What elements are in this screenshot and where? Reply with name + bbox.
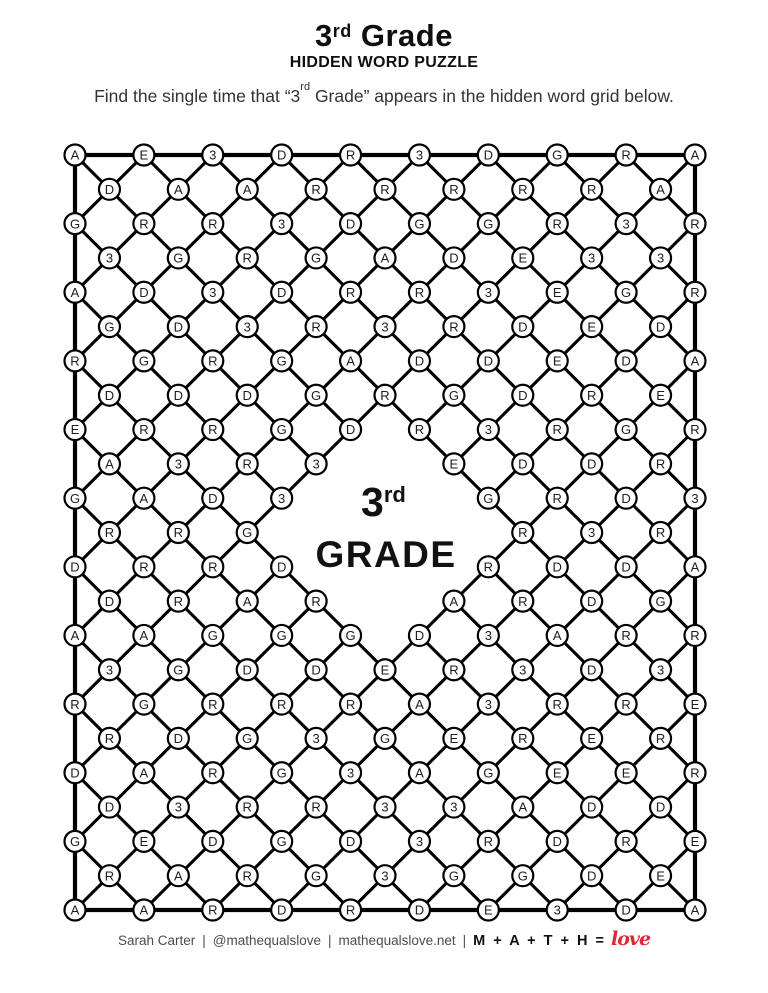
grid-cell-letter: R	[208, 216, 218, 232]
grid-cell-letter: 3	[312, 731, 320, 747]
grid-cell-letter: R	[208, 559, 218, 575]
grid-cell-letter: R	[414, 422, 425, 438]
footer-website: mathequalslove.net	[338, 933, 456, 948]
grid-cell-letter: D	[621, 902, 631, 918]
grid-cell-letter: 3	[174, 799, 182, 815]
grid-cell-letter: E	[690, 834, 700, 850]
grid-cell-letter: R	[552, 696, 562, 712]
grid-cell-letter: E	[552, 765, 562, 781]
grid-cell-letter: R	[414, 284, 425, 300]
grid-cell-letter: D	[518, 387, 528, 403]
grid-cell-letter: D	[345, 422, 356, 438]
grid-cell-letter: G	[276, 765, 287, 781]
grid-cell-letter: D	[621, 353, 631, 369]
grid-cell-letter: A	[105, 456, 114, 472]
grid-cell-letter: G	[621, 284, 632, 300]
grid-cell-letter: A	[449, 593, 459, 609]
grid-cell-letter: D	[518, 456, 528, 472]
grid-cell-letter: G	[517, 868, 528, 884]
grid-cell-letter: R	[621, 696, 631, 712]
grid-cell-letter: E	[552, 353, 562, 369]
grid-cell-letter: R	[655, 456, 666, 472]
grid-cell-letter: D	[173, 387, 184, 403]
grid-cell-letter: E	[70, 422, 80, 438]
grid-cell-letter: G	[311, 387, 322, 403]
title-word: Grade	[351, 18, 453, 53]
grid-cell-letter: A	[70, 147, 80, 163]
grid-cell-letter: R	[208, 422, 218, 438]
grid-cell-letter: D	[586, 799, 597, 815]
grid-cell-letter: E	[587, 731, 597, 747]
grid-cell-letter: R	[311, 319, 321, 335]
footer-separator: |	[328, 933, 332, 948]
grid-cell-letter: R	[242, 799, 252, 815]
grid-cell-letter: D	[104, 593, 115, 609]
grid-cell-letter: R	[345, 284, 356, 300]
grid-cell-letter: D	[276, 559, 287, 575]
grid-cell-letter: A	[139, 902, 149, 918]
grid-cell-letter: A	[70, 628, 80, 644]
grid-cell-letter: R	[483, 559, 494, 575]
grid-cell-letter: R	[345, 696, 356, 712]
grid-cell-letter: G	[276, 834, 287, 850]
grid-cell-letter: D	[208, 490, 218, 506]
grid-cell-letter: D	[586, 593, 597, 609]
grid-cell-letter: D	[104, 182, 115, 198]
grid-cell-letter: G	[242, 525, 253, 541]
grid-cell-letter: D	[414, 628, 425, 644]
grid-cell-letter: 3	[105, 662, 114, 678]
grid-cell-letter: G	[104, 319, 115, 335]
grid-cell-letter: D	[414, 902, 425, 918]
grid-cell-letter: A	[518, 799, 528, 815]
footer-math-equation: M + A + T + H =	[473, 933, 607, 949]
grid-cell-letter: E	[656, 868, 665, 884]
footer-author: Sarah Carter	[117, 933, 196, 948]
grid-cell-letter: R	[449, 182, 459, 198]
grid-cell-letter: D	[586, 868, 597, 884]
title-superscript: rd	[332, 21, 352, 41]
grid-cell-letter: D	[70, 559, 80, 575]
grid-cell-letter: R	[552, 490, 562, 506]
grid-cell-letter: G	[173, 662, 184, 678]
grid-cell-letter: D	[276, 147, 287, 163]
grid-cell-letter: 3	[312, 456, 320, 472]
grid-cell-letter: R	[104, 731, 115, 747]
grid-cell-letter: D	[104, 799, 115, 815]
grid-cell-letter: G	[448, 868, 459, 884]
footer-separator: |	[202, 933, 206, 948]
grid-cell-letter: R	[655, 525, 666, 541]
grid-cell-letter: G	[276, 353, 287, 369]
grid-cell-letter: G	[311, 250, 322, 266]
footer-separator: |	[462, 933, 467, 948]
grid-cell-letter: A	[415, 696, 424, 712]
grid-cell-letter: G	[207, 628, 218, 644]
grid-cell-letter: 3	[278, 490, 286, 506]
grid-cell-letter: 3	[105, 250, 114, 266]
grid-cell-letter: A	[70, 284, 80, 300]
grid-cell-letter: R	[345, 147, 356, 163]
grid-cell-letter: A	[242, 182, 252, 198]
grid-cell-letter: E	[449, 731, 459, 747]
grid-cell-letter: 3	[519, 662, 527, 678]
grid-cell-letter: 3	[484, 696, 492, 712]
grid-cell-letter: A	[70, 902, 80, 918]
grid-cell-letter: R	[242, 250, 252, 266]
grid-cell-letter: G	[173, 250, 184, 266]
grid-cell-letter: R	[518, 731, 528, 747]
grid-cell-letter: R	[586, 387, 597, 403]
grid-cell-letter: D	[311, 662, 321, 678]
grid-cell-letter: 3	[209, 147, 217, 163]
grid-cell-letter: R	[552, 216, 562, 232]
grid-cell-letter: 3	[691, 490, 699, 506]
grid-cell-letter: D	[345, 834, 356, 850]
grid-cell-letter: E	[139, 147, 149, 163]
grid-cell-letter: A	[139, 490, 149, 506]
grid-cell-letter: D	[414, 353, 425, 369]
grid-cell-letter: G	[242, 731, 253, 747]
grid-cell-letter: G	[276, 422, 287, 438]
grid-cell-letter: R	[690, 628, 700, 644]
grid-cell-letter: A	[690, 353, 700, 369]
grid-cell-letter: G	[448, 387, 459, 403]
grid-cell-letter: R	[518, 525, 528, 541]
grid-cell-letter: D	[276, 284, 287, 300]
page-title	[0, 20, 768, 53]
grid-cell-letter: D	[70, 765, 80, 781]
instructions-superscript: rd	[300, 80, 311, 93]
grid-cell-letter: E	[483, 902, 493, 918]
footer-handle: @mathequalslove	[212, 933, 322, 948]
grid-cell-letter: D	[621, 559, 631, 575]
grid-cell-letter: A	[242, 593, 252, 609]
worksheet-header	[0, 0, 768, 108]
grid-cell-letter: 3	[209, 284, 217, 300]
grid-cell-letter: R	[621, 147, 631, 163]
grid-cell-letter: A	[415, 765, 424, 781]
grid-cell-letter: 3	[484, 284, 492, 300]
grid-cell-letter: 3	[553, 902, 561, 918]
grid-cell-letter: E	[449, 456, 459, 472]
instructions-text-start: Find the single time that “3	[94, 85, 301, 106]
grid-cell-letter: 3	[415, 147, 424, 163]
grid-cell-letter: A	[380, 250, 390, 266]
grid-cell-letter: R	[483, 834, 494, 850]
grid-cell-letter: R	[345, 902, 356, 918]
footer-love-script: love	[611, 928, 651, 950]
grid-cell-letter: R	[518, 593, 528, 609]
grid-cell-letter: R	[139, 559, 149, 575]
grid-cell-letter: A	[173, 182, 183, 198]
grid-cell-letter: E	[656, 387, 665, 403]
grid-cell-letter: R	[70, 696, 80, 712]
grid-cell-letter: G	[483, 216, 494, 232]
footer-credit	[0, 928, 768, 950]
grid-cell-letter: 3	[243, 319, 251, 335]
grid-cell-letter: R	[104, 868, 115, 884]
grid-cell-letter: 3	[278, 216, 286, 232]
center-label-number: 3rd	[361, 479, 406, 525]
grid-cell-letter: A	[656, 182, 665, 198]
grid-cell-letter: R	[139, 216, 149, 232]
grid-cell-letter: R	[380, 387, 390, 403]
grid-cell-letter: R	[208, 765, 218, 781]
grid-cell-letter: R	[690, 765, 700, 781]
grid-cell-letter: G	[138, 353, 149, 369]
grid-cell-letter: G	[345, 628, 356, 644]
grid-cell-letter: R	[276, 696, 287, 712]
grid-cell-letter: G	[69, 216, 81, 232]
grid-cell-letter: R	[173, 593, 184, 609]
grid-cell-letter: A	[552, 628, 562, 644]
grid-cell-letter: E	[690, 696, 700, 712]
grid-cell-letter: 3	[381, 799, 389, 815]
grid-cell-letter: 3	[656, 250, 665, 266]
grid-cell-letter: A	[690, 559, 700, 575]
grid-cell-letter: A	[690, 147, 700, 163]
grid-cell-letter: R	[621, 628, 631, 644]
grid-cell-letter: R	[173, 525, 184, 541]
grid-cell-letter: D	[242, 662, 252, 678]
grid-cell-letter: G	[138, 696, 149, 712]
grid-cell-letter: D	[655, 319, 666, 335]
grid-cell-letter: R	[208, 353, 218, 369]
grid-cell-letter: G	[379, 731, 391, 747]
grid-cell-letter: E	[587, 319, 597, 335]
grid-cell-letter: G	[655, 593, 666, 609]
grid-cell-letter: E	[139, 834, 149, 850]
grid-cell-letter: 3	[346, 765, 355, 781]
grid-cell-letter: D	[345, 216, 356, 232]
grid-cell-letter: R	[449, 662, 459, 678]
grid-cell-letter: D	[586, 456, 597, 472]
grid-cell-letter: R	[380, 182, 390, 198]
grid-cell-letter: R	[518, 182, 528, 198]
grid-cell-letter: D	[242, 387, 252, 403]
grid-cell-letter: R	[139, 422, 149, 438]
center-label-word: GRADE	[315, 534, 457, 575]
grid-cell-letter: D	[552, 559, 562, 575]
grid-cell-letter: 3	[381, 319, 389, 335]
grid-cell-letter: D	[483, 353, 494, 369]
grid-cell-letter: 3	[174, 456, 182, 472]
grid-cell-letter: R	[104, 525, 115, 541]
title-number: 3	[315, 18, 333, 53]
grid-cell-letter: 3	[450, 799, 458, 815]
grid-cell-letter: G	[276, 628, 287, 644]
grid-cell-letter: E	[380, 662, 390, 678]
grid-cell-letter: D	[139, 284, 149, 300]
grid-cell-letter: R	[552, 422, 562, 438]
grid-cell-letter: R	[655, 731, 666, 747]
grid-cell-letter: D	[552, 834, 562, 850]
grid-cell-letter: A	[690, 902, 700, 918]
grid-cell-letter: D	[173, 731, 184, 747]
grid-cell-letter: D	[655, 799, 666, 815]
grid-cell-letter: D	[104, 387, 115, 403]
grid-cell-letter: 3	[656, 662, 665, 678]
instructions	[54, 80, 714, 108]
grid-cell-letter: A	[139, 765, 149, 781]
grid-cell-letter: G	[483, 765, 494, 781]
grid-cell-letter: R	[311, 593, 321, 609]
grid-cell-letter: G	[69, 834, 81, 850]
grid-cell-letter: R	[690, 284, 700, 300]
grid-cell-letter: R	[311, 799, 321, 815]
grid-cell-letter: 3	[622, 216, 630, 232]
grid-cell-letter: G	[552, 147, 563, 163]
grid-cell-letter: G	[69, 490, 81, 506]
grid-cell-letter: R	[311, 182, 321, 198]
grid-cell-letter: D	[173, 319, 184, 335]
grid-cell-letter: E	[552, 284, 562, 300]
instructions-text-end: Grade” appears in the hidden word grid below.	[310, 85, 674, 106]
grid-cell-letter: 3	[588, 250, 596, 266]
grid-cell-letter: A	[173, 868, 183, 884]
grid-cell-letter: R	[208, 696, 218, 712]
grid-cell-letter: R	[621, 834, 631, 850]
grid-cell-letter: A	[139, 628, 149, 644]
grid-cell-letter: 3	[381, 868, 389, 884]
grid-cell-letter: G	[311, 868, 322, 884]
grid-cell-letter: D	[483, 147, 494, 163]
grid-cell-letter: 3	[588, 525, 596, 541]
grid-cell-letter: D	[276, 902, 287, 918]
grid-cell-letter: G	[621, 422, 632, 438]
grid-cell-letter: R	[70, 353, 80, 369]
grid-cell-letter: 3	[415, 834, 424, 850]
grid-cell-letter: 3	[484, 628, 492, 644]
grid-cell-letter: E	[518, 250, 528, 266]
grid-cell-letter: D	[586, 662, 597, 678]
grid-cell-letter: G	[414, 216, 425, 232]
grid-cell-letter: R	[586, 182, 597, 198]
grid-cell-letter: R	[242, 456, 252, 472]
grid-cell-letter: 3	[484, 422, 492, 438]
grid-cell-letter: A	[346, 353, 355, 369]
grid-cell-letter: R	[449, 319, 459, 335]
grid-cell-letter: R	[208, 902, 218, 918]
page-subtitle: HIDDEN WORD PUZZLE	[289, 53, 479, 71]
grid-cell-letter: G	[483, 490, 494, 506]
grid-cell-letter: D	[518, 319, 528, 335]
grid-cell-letter: R	[690, 216, 700, 232]
grid-cell-letter: D	[449, 250, 459, 266]
grid-cell-letter: D	[208, 834, 218, 850]
grid-cell-letter: R	[690, 422, 700, 438]
grid-cell-letter: R	[242, 868, 252, 884]
grid-cell-letter: E	[621, 765, 631, 781]
grid-cell-letter: D	[621, 490, 631, 506]
